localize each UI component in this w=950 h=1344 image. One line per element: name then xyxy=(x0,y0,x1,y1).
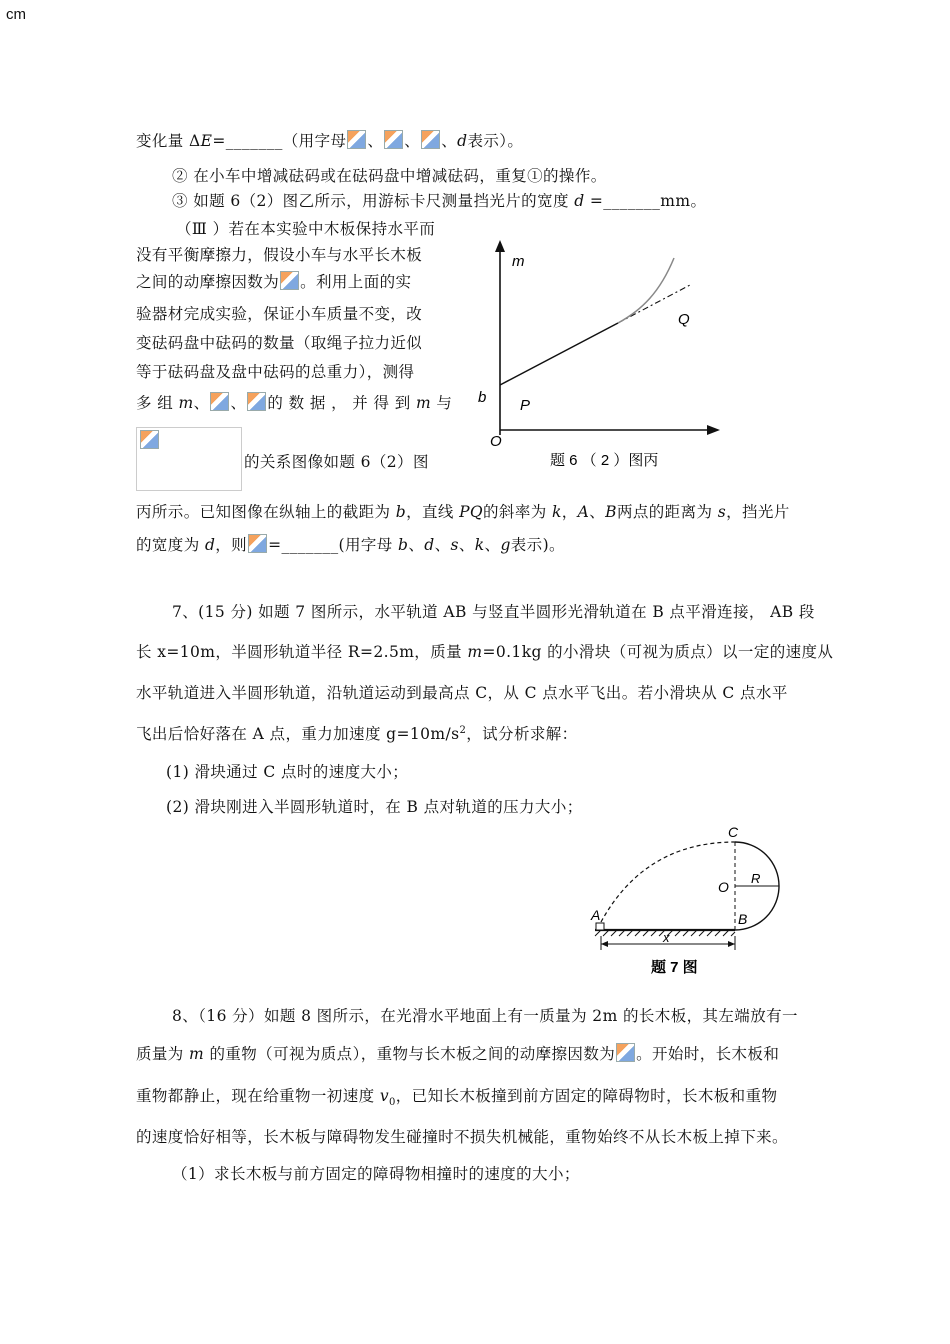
text-segment: 表示)。 xyxy=(510,536,565,554)
var: d xyxy=(424,536,435,554)
var-e: E xyxy=(200,132,213,150)
label-r: R xyxy=(751,871,761,886)
var: PQ xyxy=(459,503,484,521)
x-axis-arrow xyxy=(707,425,720,435)
text-segment: ③ 如题 6（2）图乙所示，用游标卡尺测量挡光片的宽度 xyxy=(172,192,575,210)
text-segment: 、 xyxy=(484,536,501,554)
text-segment: 与 xyxy=(431,394,453,412)
text-segment: 。利用上面的实 xyxy=(300,273,412,291)
x-dim-arrow-left xyxy=(601,941,608,947)
point-p-label: P xyxy=(520,397,531,414)
q7-line-5: (1) 滑块通过 C 点时的速度大小； xyxy=(166,763,409,781)
broken-image-icon xyxy=(210,392,229,411)
y-label: m xyxy=(512,253,525,270)
broken-image-icon xyxy=(421,130,440,149)
q7-line-2 xyxy=(136,640,833,662)
block-a xyxy=(596,923,604,930)
text-segment: 多 组 xyxy=(136,394,179,412)
q7-line-1: 7、(15 分) 如题 7 图所示，水平轨道 AB 与竖直半圆形光滑轨道在 B 点平滑连接， AB 段 xyxy=(172,603,815,621)
text-line-5: 没有平衡摩擦力，假设小车与水平长木板 xyxy=(136,246,423,264)
var-m: m xyxy=(415,394,432,412)
text-segment: ， xyxy=(561,503,578,521)
text-segment: ，已知长木板撞到前方固定的障碍物时，长木板和重物 xyxy=(395,1087,778,1105)
broken-image-icon xyxy=(616,1043,635,1062)
text-line-10 xyxy=(136,391,452,413)
q8-line-2 xyxy=(136,1042,779,1064)
text-segment: 、 xyxy=(589,503,606,521)
text-segment: 的宽度为 xyxy=(136,536,205,554)
var: s xyxy=(450,536,459,554)
text-segment: ，直线 xyxy=(406,503,460,521)
text-segment: ，则 xyxy=(215,536,248,554)
text-segment: =_______mm。 xyxy=(584,192,707,210)
figure-6-caption: 题 6 （ 2 ）图丙 xyxy=(550,452,659,469)
text-segment: 、 xyxy=(458,536,475,554)
text-segment: 、 xyxy=(434,536,451,554)
var: B xyxy=(605,503,617,521)
q8-line-4: 的速度恰好相等，长木板与障碍物发生碰撞时不损失机械能，重物始终不从长木板上掉下来。 xyxy=(136,1128,788,1146)
text-segment: 、 xyxy=(408,536,425,554)
text-line-8: 变砝码盘中砝码的数量（取绳子拉力近似 xyxy=(136,334,423,352)
corner-label: cm xyxy=(6,6,26,23)
broken-image-icon xyxy=(384,130,403,149)
var: A xyxy=(577,503,590,521)
var: d xyxy=(204,536,216,554)
text-line-4: （Ⅲ ）若在本实验中木板保持水平而 xyxy=(176,220,436,238)
text-line-6 xyxy=(136,270,411,292)
q8-line-5: （1）求长木板与前方固定的障碍物相撞时的速度的大小； xyxy=(172,1165,580,1183)
text-segment: 、 xyxy=(193,394,210,412)
var-d: d xyxy=(457,132,468,150)
curve xyxy=(618,258,674,323)
text-segment: 变化量 Δ xyxy=(136,132,201,150)
figure-7-diagram xyxy=(585,820,785,982)
text-segment: 、 xyxy=(367,132,384,150)
text-segment: ，试分析求解： xyxy=(466,725,578,743)
var: s xyxy=(717,503,727,521)
var-m: m xyxy=(189,1045,205,1063)
var-m: m xyxy=(467,643,483,661)
q7-line-3: 水平轨道进入半圆形轨道，沿轨道运动到最高点 C，从 C 点水平飞出。若小滑块从 C 点水平 xyxy=(136,684,788,702)
text-segment: 、 xyxy=(230,394,247,412)
text-line-12 xyxy=(136,500,790,522)
subscript: 0 xyxy=(389,1097,396,1109)
var: k xyxy=(474,536,485,554)
var: k xyxy=(551,503,562,521)
broken-image-icon xyxy=(140,430,159,449)
trajectory-dashed xyxy=(601,842,735,922)
text-segment: =_______（用字母 xyxy=(212,132,347,150)
text-segment: 之间的动摩擦因数为 xyxy=(136,273,280,291)
text-segment: 长 x=10m，半圆形轨道半径 R=2.5m，质量 xyxy=(136,643,468,661)
label-x: x xyxy=(663,930,670,945)
line-pq xyxy=(500,323,618,385)
text-segment: 、 xyxy=(404,132,421,150)
x-dim-arrow-right xyxy=(728,941,735,947)
text-segment: 两点的距离为 xyxy=(616,503,718,521)
q8-line-1: 8、（16 分）如题 8 图所示，在光滑水平地面上有一质量为 2m 的长木板，其左端放有一 xyxy=(172,1007,798,1025)
broken-image-icon xyxy=(280,271,299,290)
intercept-label: b xyxy=(478,389,487,406)
text-segment: 的 数 据 ， 并 得 到 xyxy=(267,394,416,412)
text-line-7: 验器材完成实验，保证小车质量不变，改 xyxy=(136,305,423,323)
var-m: m xyxy=(178,394,194,412)
superscript: 2 xyxy=(459,724,467,736)
label-a: A xyxy=(591,907,601,923)
text-segment: 、 xyxy=(441,132,458,150)
text-segment: ，挡光片 xyxy=(726,503,790,521)
text-line-1 xyxy=(136,129,523,151)
var-v: v xyxy=(379,1087,389,1105)
var-d: d xyxy=(574,192,585,210)
text-line-11: 的关系图像如题 6（2）图 xyxy=(244,453,429,471)
figure-7-caption: 题 7 图 xyxy=(651,959,698,976)
var: g xyxy=(500,536,511,554)
figure-6-graph xyxy=(470,240,730,480)
q7-line-4 xyxy=(136,722,578,744)
point-q-label: Q xyxy=(678,311,690,328)
var: b xyxy=(395,503,407,521)
y-axis-arrow xyxy=(495,240,505,252)
q7-line-6: (2) 滑块刚进入半圆形轨道时，在 B 点对轨道的压力大小； xyxy=(166,798,583,816)
text-segment: 质量为 xyxy=(136,1045,190,1063)
text-segment: 表示）。 xyxy=(467,132,524,150)
broken-image-frame xyxy=(136,427,242,491)
text-segment: 丙所示。已知图像在纵轴上的截距为 xyxy=(136,503,396,521)
label-o: O xyxy=(718,879,729,895)
text-line-3 xyxy=(172,189,706,211)
text-segment: 的重物（可视为质点），重物与长木板之间的动摩擦因数为 xyxy=(204,1045,616,1063)
text-segment: =_______(用字母 xyxy=(268,536,398,554)
text-line-13 xyxy=(136,533,565,555)
q8-line-3 xyxy=(136,1084,777,1108)
text-line-2: ② 在小车中增减砝码或在砝码盘中增减砝码，重复①的操作。 xyxy=(172,167,607,185)
origin-label: O xyxy=(490,433,502,450)
label-c: C xyxy=(728,824,739,840)
text-line-9: 等于砝码盘及盘中砝码的总重力），测得 xyxy=(136,363,415,381)
var: b xyxy=(398,536,409,554)
text-segment: 。开始时，长木板和 xyxy=(636,1045,780,1063)
text-segment: 飞出后恰好落在 A 点，重力加速度 g=10m/s xyxy=(136,725,460,743)
text-segment: 的斜率为 xyxy=(483,503,552,521)
label-b: B xyxy=(738,911,748,927)
broken-image-icon xyxy=(247,392,266,411)
broken-image-icon xyxy=(248,534,267,553)
text-segment: =0.1kg 的小滑块（可视为质点）以一定的速度从 xyxy=(482,643,834,661)
text-segment: 重物都静止，现在给重物一初速度 xyxy=(136,1087,380,1105)
broken-image-icon xyxy=(347,130,366,149)
